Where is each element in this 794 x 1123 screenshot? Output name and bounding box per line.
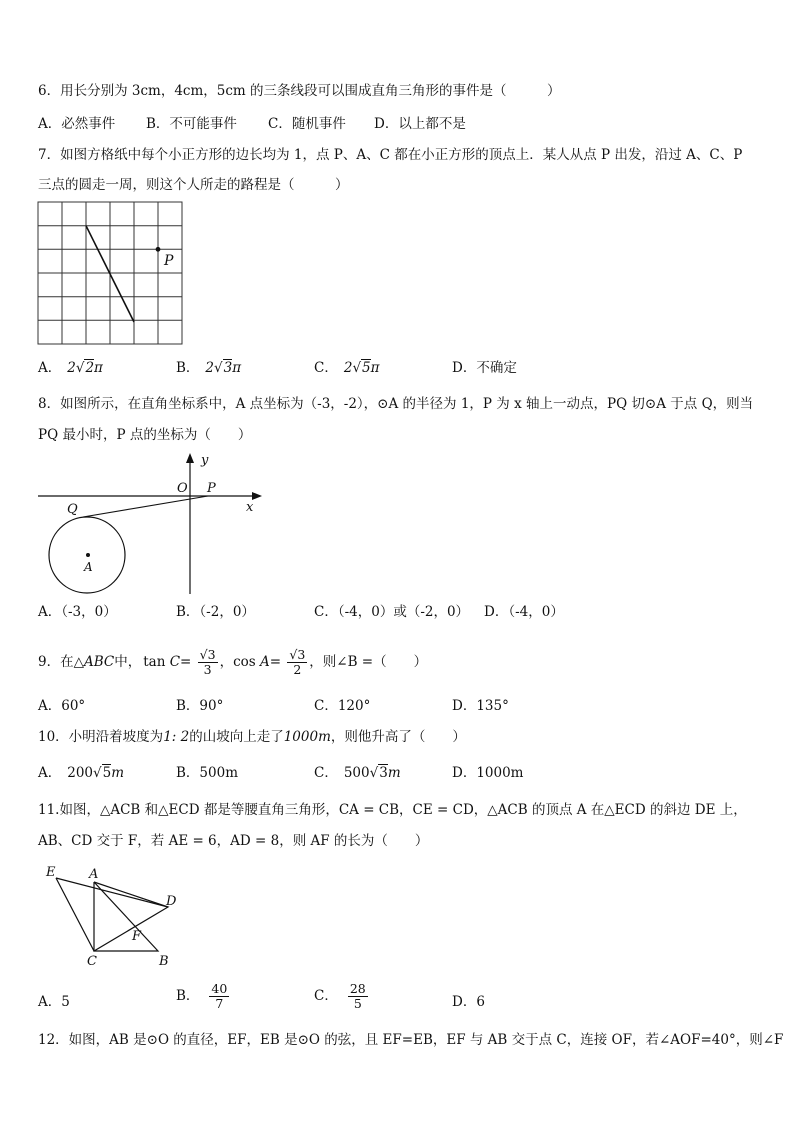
q7-option-a: A． 2√2π <box>38 360 103 376</box>
q9-option-d: D．135° <box>452 698 509 714</box>
label-a: A <box>89 867 99 882</box>
label-y: y <box>201 453 209 468</box>
q11-triangle-figure <box>36 858 186 970</box>
q6-stem: 6．用长分别为 3cm，4cm，5cm 的三条线段可以围成直角三角形的事件是（ ） <box>38 83 561 99</box>
triangle-ecd <box>56 878 168 951</box>
q7-stem-line2: 三点的圆走一周，则这个人所走的路程是（ ） <box>38 177 349 193</box>
q11-option-c: C． $\frac{28}{5}$ <box>314 981 366 1011</box>
q9-stem: 9．在△ABC中， tan C= $\frac{√3}{3}$ ，cos A= $\frac{√3}{2}$ ，则∠B =（ ） <box>38 647 428 677</box>
q11-option-b: B． $\frac{40}{7}$ <box>176 981 228 1011</box>
q7-option-d: D．不确定 <box>452 360 517 376</box>
q8-option-c: C．（-4，0）或（-2，0） <box>314 604 470 620</box>
point-p <box>156 247 161 252</box>
q7-stem-line1: 7．如图方格纸中每个小正方形的边长均为 1，点 P、A、C 都在小正方形的顶点上．某人从点 P 出发，沿过 A、C、P <box>38 147 743 163</box>
q11-stem-line1: 11.如图，△ACB 和△ECD 都是等腰直角三角形，CA = CB，CE = CD，△ACB 的顶点 A 在△ECD 的斜边 DE 上， <box>38 802 747 818</box>
q9-option-b: B．90° <box>176 698 224 714</box>
center-a <box>86 553 90 557</box>
q9-fraction-cos: $\frac{√3}{2}$ <box>289 647 306 677</box>
q6-option-a: A．必然事件 <box>38 116 116 132</box>
q8-option-b: B．（-2，0） <box>176 604 255 620</box>
q8-option-a: A．（-3，0） <box>38 604 117 620</box>
q8-option-d: D．（-4，0） <box>484 604 564 620</box>
q7-grid-figure <box>36 200 186 346</box>
q11-fraction-c: $\frac{28}{5}$ <box>349 981 366 1011</box>
q10-option-a: A． 200√5m <box>38 765 125 781</box>
q11-option-a: A．5 <box>38 994 70 1010</box>
q10-option-b: B．500m <box>176 765 238 781</box>
label-q: Q <box>67 502 78 517</box>
q7-option-c: C． 2√5π <box>314 360 380 376</box>
x-axis-arrow <box>252 492 262 500</box>
label-p: P <box>164 253 174 269</box>
q9-option-c: C．120° <box>314 698 371 714</box>
label-c: C <box>87 954 97 969</box>
q11-fraction-b: $\frac{40}{7}$ <box>211 981 228 1011</box>
label-d: D <box>166 894 177 909</box>
label-o: O <box>177 481 188 496</box>
q10-option-c: C． 500√3m <box>314 765 401 781</box>
q11-option-d: D．6 <box>452 994 485 1010</box>
q9-fraction-tan: $\frac{√3}{3}$ <box>199 647 216 677</box>
y-axis-arrow <box>186 453 194 463</box>
q6-option-c: C．随机事件 <box>268 116 346 132</box>
label-e: E <box>46 865 56 880</box>
label-x: x <box>246 500 254 515</box>
q6-option-b: B．不可能事件 <box>146 116 237 132</box>
label-b: B <box>159 954 169 969</box>
tangent-pq <box>83 496 208 517</box>
q6-option-d: D．以上都不是 <box>374 116 466 132</box>
q10-stem: 10．小明沿着坡度为1: 2的山坡向上走了1000m，则他升高了（ ） <box>38 729 466 745</box>
q12-stem: 12．如图，AB 是⊙O 的直径，EF，EB 是⊙O 的弦，且 EF=EB，EF 与 AB 交于点 C，连接 OF，若∠AOF=40°，则∠F <box>38 1032 784 1048</box>
q10-option-d: D．1000m <box>452 765 524 781</box>
q8-stem-line1: 8．如图所示，在直角坐标系中，A 点坐标为（-3，-2），⊙A 的半径为 1，P 为 x 轴上一动点，PQ 切⊙A 于点 Q，则当 <box>38 396 754 412</box>
label-a: A <box>84 560 93 574</box>
label-f: F <box>132 929 142 944</box>
q11-stem-line2: AB、CD 交于 F，若 AE = 6，AD = 8，则 AF 的长为（ ） <box>38 833 429 849</box>
q8-coordinate-figure <box>36 450 270 598</box>
q7-option-b: B． 2√3π <box>176 360 242 376</box>
label-p: P <box>207 481 216 496</box>
q8-stem-line2: PQ 最小时，P 点的坐标为（ ） <box>38 427 252 443</box>
q9-option-a: A．60° <box>38 698 86 714</box>
